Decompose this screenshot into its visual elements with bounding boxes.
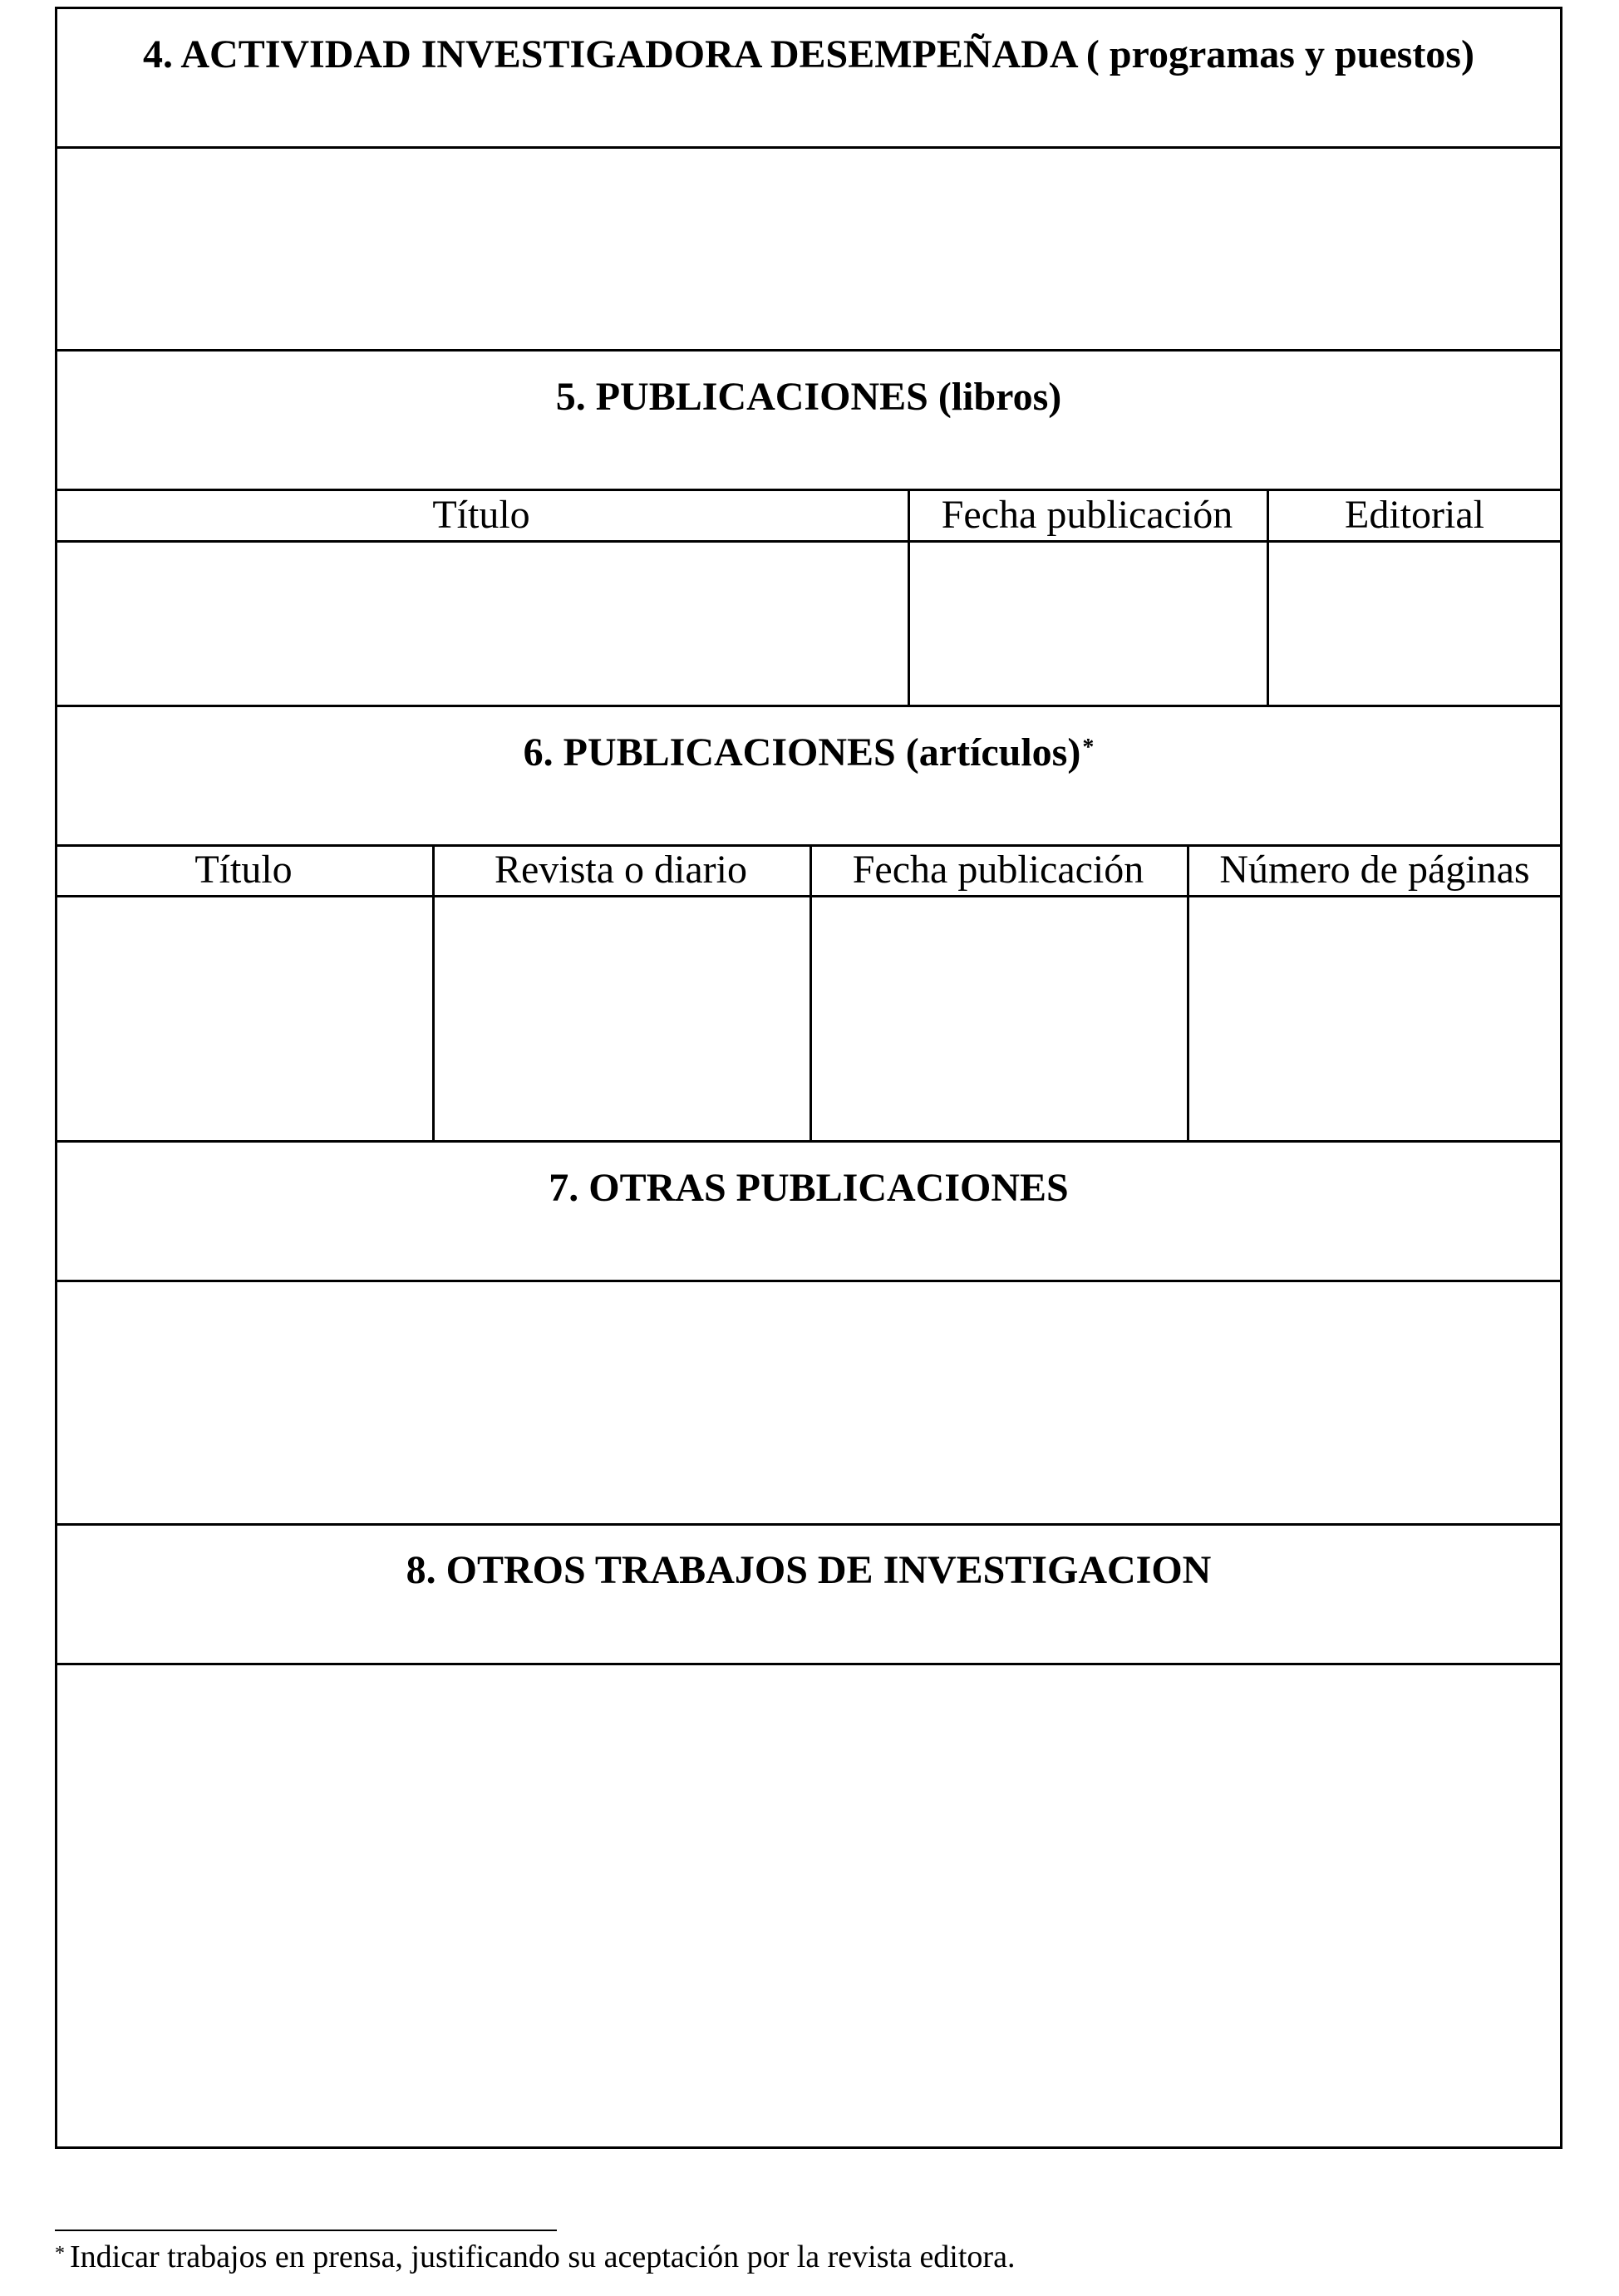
divider (55, 1140, 1562, 1143)
articles-col-pages: Número de páginas (1219, 848, 1530, 892)
articles-col-date: Fecha publicación (852, 848, 1144, 892)
section-6-title: 6. PUBLICACIONES (artículos) (523, 730, 1081, 774)
footnote (55, 2237, 1015, 2277)
section-8-input-area[interactable] (57, 1665, 1560, 2146)
section-7-input-area[interactable] (57, 1282, 1560, 1523)
section-6-heading (55, 730, 1562, 776)
articles-pages-cell[interactable] (1189, 897, 1560, 1138)
articles-title-cell[interactable] (57, 897, 432, 1138)
books-col-publisher: Editorial (1345, 493, 1484, 537)
articles-col-journal: Revista o diario (495, 848, 747, 892)
section-4-input-area[interactable] (57, 149, 1560, 349)
books-col-title: Título (432, 493, 530, 537)
articles-journal-cell[interactable] (435, 897, 810, 1138)
footnote-marker: * (1082, 735, 1095, 760)
divider (55, 1523, 1562, 1526)
footnote-text: Indicar trabajos en prensa, justificando su aceptación por la revista editora. (70, 2239, 1016, 2274)
section-7-heading: 7. OTRAS PUBLICACIONES (549, 1166, 1069, 1210)
divider (55, 489, 1562, 491)
books-col-date: Fecha publicación (941, 493, 1233, 537)
articles-date-cell[interactable] (812, 897, 1187, 1138)
articles-col-title: Título (194, 848, 293, 892)
books-date-cell[interactable] (910, 543, 1267, 702)
footnote-marker: * (55, 2243, 65, 2264)
books-publisher-cell[interactable] (1269, 543, 1560, 702)
divider (55, 349, 1562, 352)
divider (55, 705, 1562, 707)
section-4-heading: 4. ACTIVIDAD INVESTIGADORA DESEMPEÑADA ( programas y puestos) (143, 32, 1474, 76)
footnote-separator (55, 2230, 557, 2231)
section-8-heading: 8. OTROS TRABAJOS DE INVESTIGACION (406, 1548, 1212, 1592)
section-5-heading: 5. PUBLICACIONES (libros) (555, 375, 1062, 419)
books-title-cell[interactable] (57, 543, 908, 702)
